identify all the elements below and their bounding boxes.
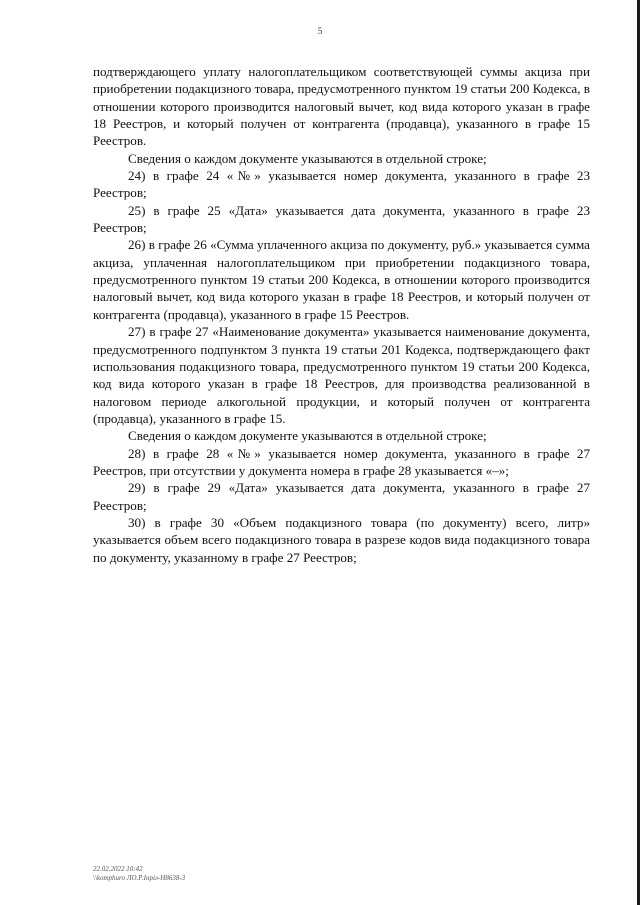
footer-timestamp: 22.02.2022 10:42 [93,865,143,873]
paragraph-item-26: 26) в графе 26 «Сумма уплаченного акциза по документу, руб.» указывается сумма акциза, уплаченная налогоплательщиком при приобретении подакцизного товара, предусмотренного пунктом 19 статьи 200 Кодекса, в отношении которого производится налоговый вычет, код вида которого указан в графе 18 Реестров, и который получен от контрагента (продавца), указанного в графе 15 Реестров. [93,237,590,322]
paragraph-item-24: 24) в графе 24 «№» указывается номер документа, указанного в графе 23 Реестров; [93,168,590,201]
paragraph-note: Сведения о каждом документе указываются в отдельной строке; [128,150,487,166]
document-body [93,63,590,566]
paragraph-note: Сведения о каждом документе указываются в отдельной строке; [128,428,487,444]
paragraph-item-27: 27) в графе 27 «Наименование документа» указывается наименование документа, предусмотренного подпунктом 3 пункта 19 статьи 201 Кодекса, подтверждающего факт использования подакцизного товара, предусмотренного пунктом 19 статьи 200 Кодекса, код вида которого указан в графе 18 Реестров, для производства реализованной в налоговом периоде алкогольной продукции, и который получен от контрагента (продавца), указанного в графе 15. [93,324,590,426]
paragraph-item-25: 25) в графе 25 «Дата» указывается дата документа, указанного в графе 23 Реестров; [93,202,590,236]
paragraph-item-28: 28) в графе 28 «№» указывается номер документа, указанного в графе 27 Реестров, при отсутствии у документа номера в графе 28 указывается «–»; [93,445,590,478]
footer [93,865,185,883]
footer-file-reference: \\komphuro ЛО.Р.Інріл-Н8638-3 [93,874,186,882]
paragraph-continuation: подтверждающего уплату налогоплательщиком соответствующей суммы акциза при приобретении подакцизного товара, предусмотренного пунктом 19 статьи 200 Кодекса, в отношении которого производится налоговый вычет, код вида которого указан в графе 18 Реестров, и который получен от контрагента (продавца), указанного в графе 15 Реестров. [93,64,590,149]
paragraph-item-30: 30) в графе 30 «Объем подакцизного товара (по документу) всего, литр» указывается объем всего подакцизного товара в разрезе кодов вида подакцизного товара по документу, указанному в графе 27 Реестров; [93,514,590,565]
paragraph-item-29: 29) в графе 29 «Дата» указывается дата документа, указанного в графе 27 Реестров; [93,480,590,513]
page-number: 5 [317,26,323,36]
